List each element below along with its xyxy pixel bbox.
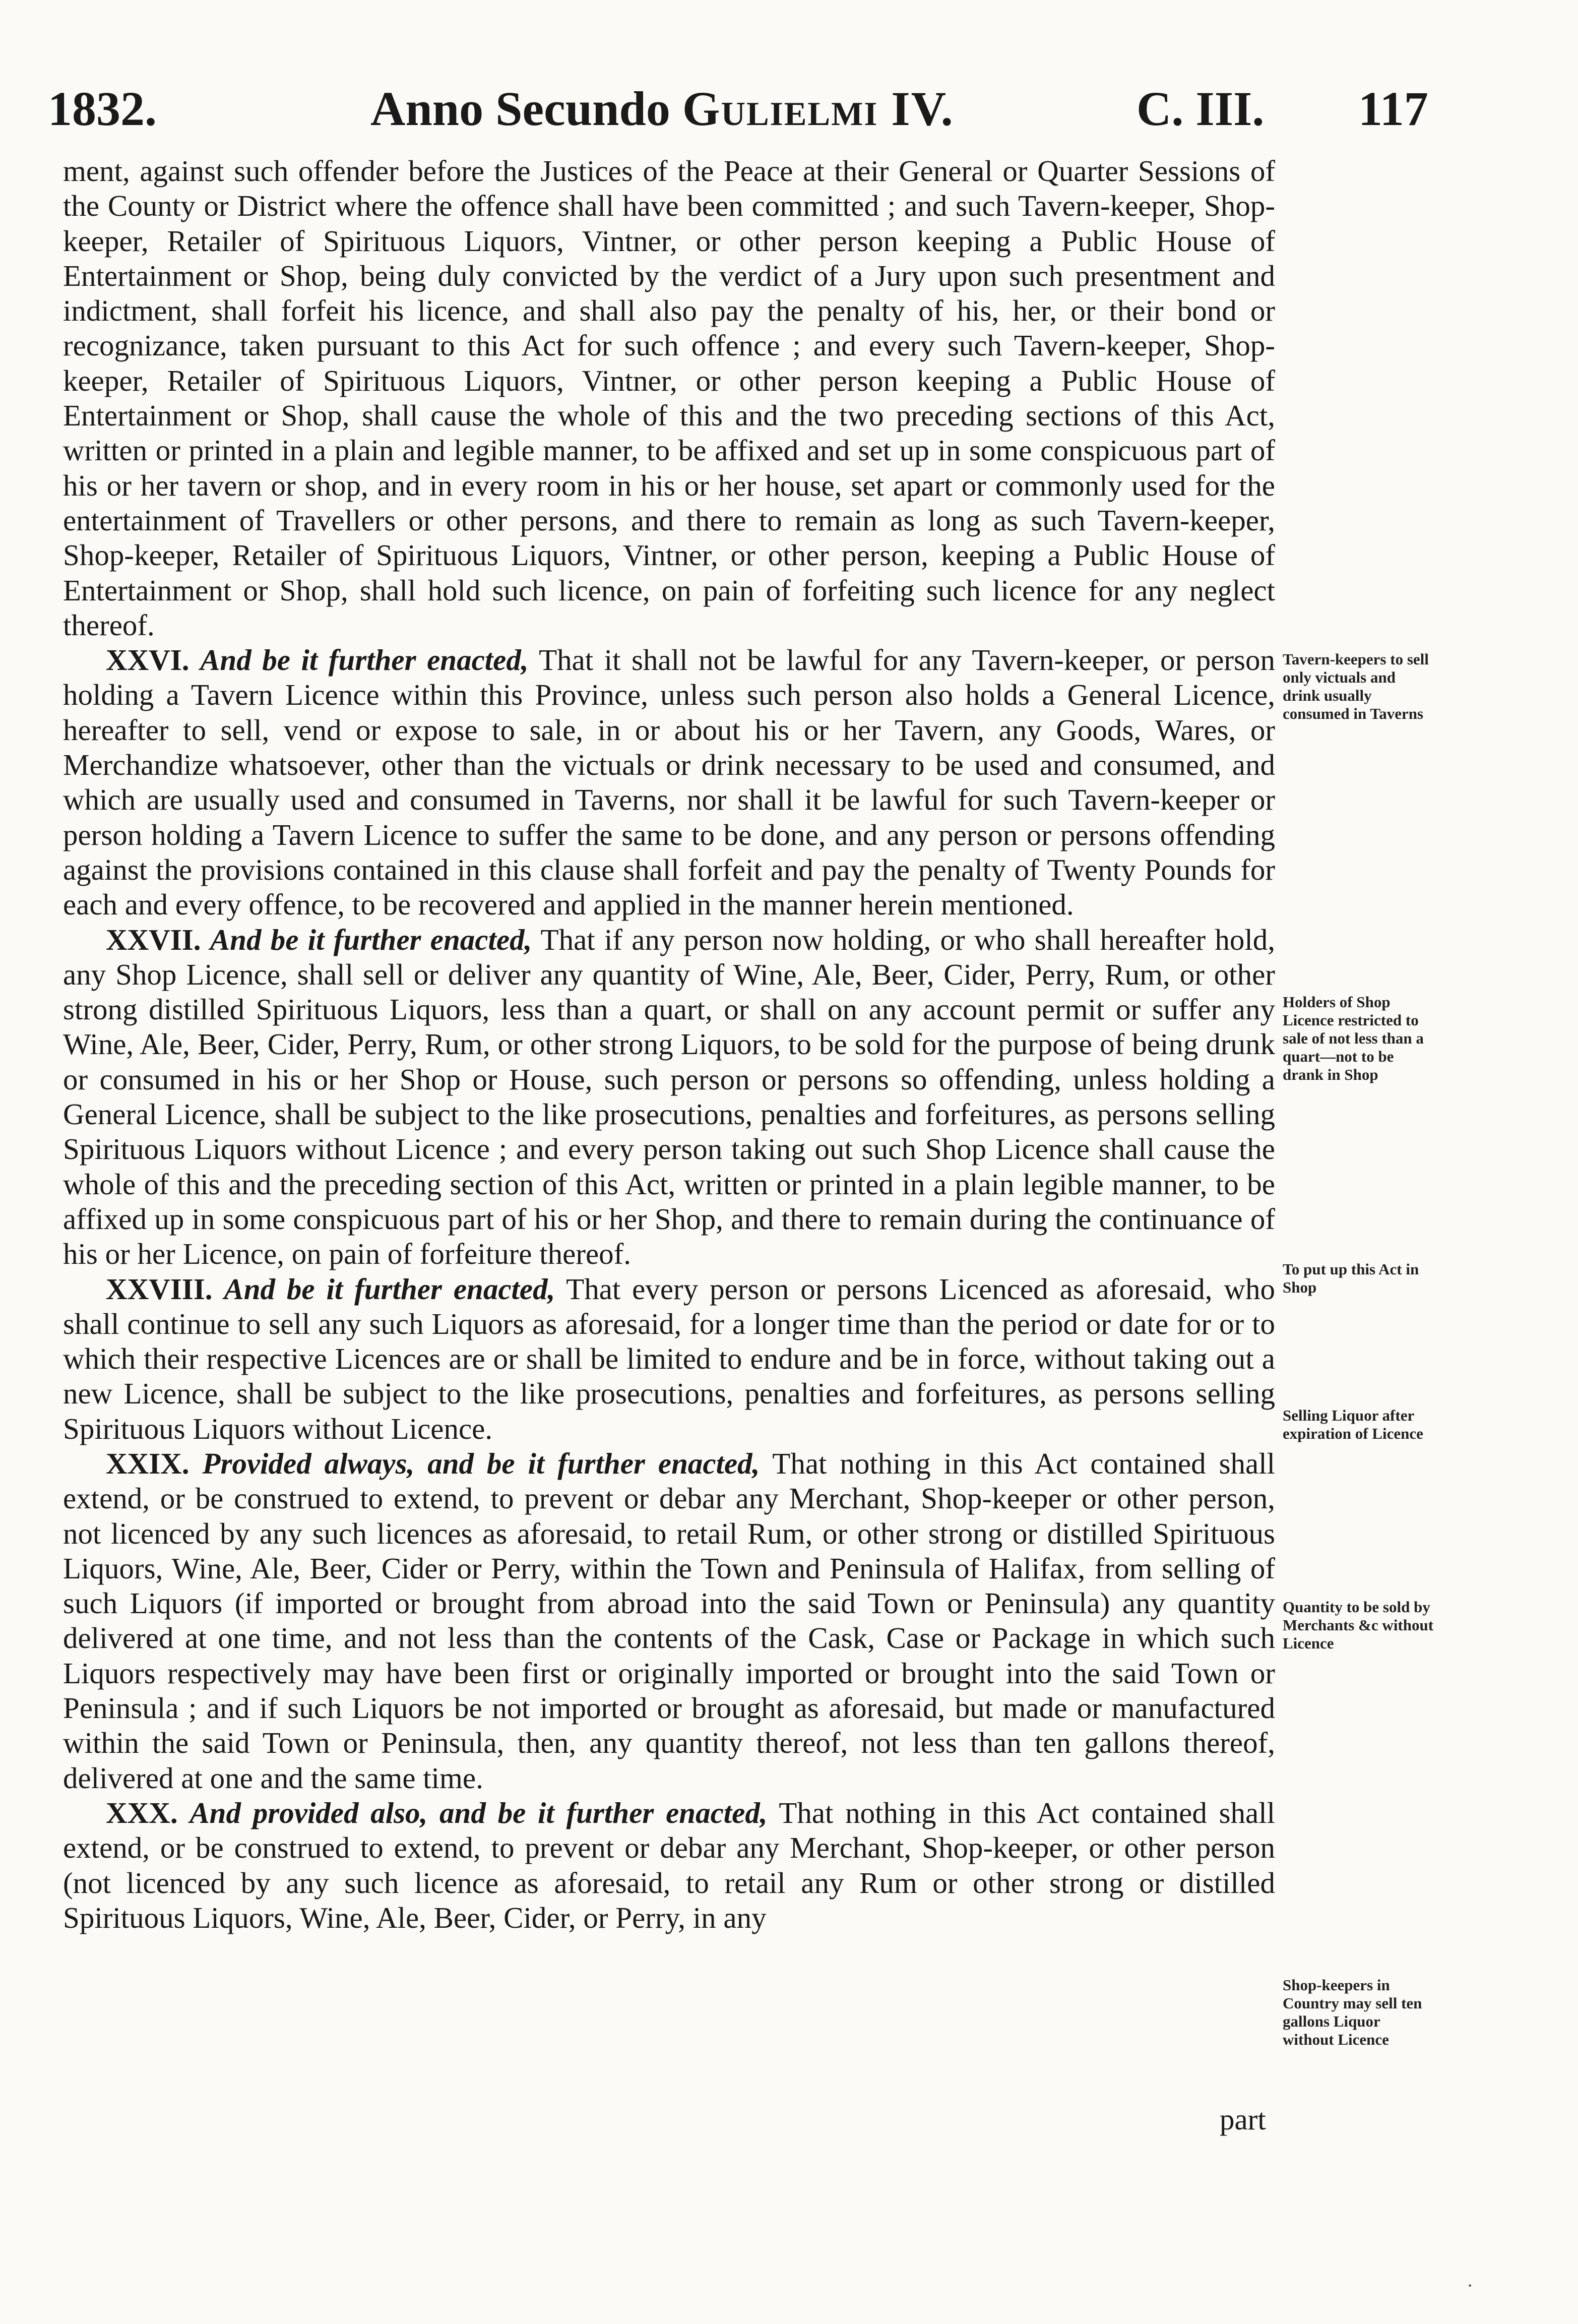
- section-intro: And provided also, and be it further enacted,: [190, 1796, 768, 1829]
- section-xxvi: [63, 643, 1275, 922]
- section-number: XXX.: [106, 1796, 178, 1829]
- margin-note-merchants: Quantity to be sold by Merchants &c without Licence: [1283, 1598, 1434, 1652]
- header-year: 1832.: [48, 82, 157, 136]
- scan-artifact-mark: ·: [1467, 2274, 1474, 2297]
- section-text: That nothing in this Act contained shall extend, or be construed to extend, to prevent or debar any Merchant, Shop-keeper, or other person (not licenced by any such licence as aforesaid, to retail any Rum or other strong or distilled Spirituous Liquors, Wine, Ale, Beer, Cider, or Perry, in any: [63, 1796, 1276, 1934]
- continuation-paragraph: ment, against such offender before the Justices of the Peace at their General or Quarter Sessions of the County or District where the offence shall have been committed ; and such Tavern-keeper, Shop-keeper, Retailer of Spirituous Liquors, Vintner, or other person keeping a Public House of Entertainment or Shop, being duly convicted by the verdict of a Jury upon such presentment and indictment, shall forfeit his licence, and shall also pay the penalty of his, her, or their bond or recognizance, taken pursuant to this Act for such offence ; and every such Tavern-keeper, Shop-keeper, Retailer of Spirituous Liquors, Vintner, or other person keeping a Public House of Entertainment or Shop, shall cause the whole of this and the two preceding sections of this Act, written or printed in a plain and legible manner, to be affixed and set up in some conspicuous part of his or her tavern or shop, and in every room in his or her house, set apart or commonly used for the entertainment of Travellers or other persons, and there to remain as long as such Tavern-keeper, Shop-keeper, Retailer of Spirituous Liquors, Vintner, or other person, keeping a Public House of Entertainment or Shop, shall hold such licence, on pain of forfeiting such licence for any neglect thereof.: [63, 154, 1275, 642]
- section-intro: And be it further enacted,: [224, 1272, 555, 1306]
- section-xxviii: [63, 1272, 1275, 1446]
- header-title-anno: Anno Secundo: [370, 82, 670, 136]
- section-number: XXVIII.: [106, 1272, 213, 1306]
- body-text: [63, 154, 1275, 1935]
- section-text: That every person or persons Licenced as aforesaid, who shall continue to sell any such Liquors as aforesaid, for a longer time than the period or date for or to which their respective Licences are or shall be limited to endure and be in force, without taking out a new Licence, shall be subject to the like prosecutions, penalties and forfeitures, as persons selling Spirituous Liquors without Licence.: [63, 1272, 1276, 1445]
- header-title-king: Gulielmi IV.: [682, 82, 954, 136]
- catchword: part: [1220, 2103, 1266, 2136]
- section-text: That nothing in this Act contained shall extend, or be construed to extend, to prevent or debar any Merchant, Shop-keeper or other person, not licenced by any such licences as aforesaid, to retail Rum, or other strong or distilled Spirituous Liquors, Wine, Ale, Beer, Cider or Perry, within the Town and Peninsula of Halifax, from selling of such Liquors (if imported or brought from abroad into the said Town or Peninsula) any quantity delivered at one time, and not less than the contents of the Cask, Case or Package in which such Liquors respectively may have been first or originally imported or brought into the said Town or Peninsula ; and if such Liquors be not imported or brought as aforesaid, but made or manufactured within the said Town or Peninsula, then, any quantity thereof, not less than ten gallons thereof, delivered at one and the same time.: [63, 1446, 1276, 1795]
- section-text: That if any person now holding, or who shall hereafter hold, any Shop Licence, shall sell or deliver any quantity of Wine, Ale, Beer, Cider, Perry, Rum, or other strong distilled Spirituous Liquors, less than a quart, or shall on any account permit or suffer any Wine, Ale, Beer, Cider, Perry, Rum, or other strong Liquors, to be sold for the purpose of being drunk or consumed in his or her Shop or House, such person or persons so offending, unless holding a General Licence, shall be subject to the like prosecutions, penalties and forfeitures, as persons selling Spirituous Liquors without Licence ; and every person taking out such Shop Licence shall cause the whole of this and the preceding section of this Act, written or printed in a plain legible manner, to be affixed up in some conspicuous part of his or her Shop, and there to remain during the continuance of his or her Licence, on pain of forfeiture thereof.: [63, 923, 1276, 1271]
- section-xxx: [63, 1796, 1275, 1935]
- section-xxvii: [63, 923, 1275, 1272]
- section-number: XXIX.: [106, 1446, 190, 1480]
- section-text: That it shall not be lawful for any Tavern-keeper, or person holding a Tavern Licence within this Province, unless such person also holds a General Licence, hereafter to sell, vend or expose to sale, in or about his or her Tavern, any Goods, Wares, or Merchandize whatsoever, other than the victuals or drink necessary to be used and consumed, and which are usually used and consumed in Taverns, nor shall it be lawful for such Tavern-keeper or person holding a Tavern Licence to suffer the same to be done, and any person or persons offending against the provisions contained in this clause shall forfeit and pay the penalty of Twenty Pounds for each and every offence, to be recovered and applied in the manner herein mentioned.: [63, 643, 1276, 922]
- margin-note-country-shopkeepers: Shop-keepers in Country may sell ten gallons Liquor without Licence: [1283, 1976, 1422, 2048]
- section-intro: And be it further enacted,: [210, 923, 532, 956]
- section-intro: And be it further enacted,: [200, 643, 529, 677]
- margin-note-expired-licence: Selling Liquor after expiration of Licence: [1283, 1406, 1423, 1442]
- margin-note-shop-licence: Holders of Shop Licence restricted to sale of not less than a quart—not to be drank in Shop: [1283, 993, 1424, 1083]
- margin-note-tavern-keepers: Tavern-keepers to sell only victuals and drink usually consumed in Taverns: [1283, 650, 1429, 722]
- margin-note-put-up-act: To put up this Act in Shop: [1283, 1260, 1419, 1296]
- running-header: [48, 81, 1429, 146]
- page-number: 117: [1358, 82, 1428, 136]
- header-chapter: C. III.: [1137, 82, 1265, 136]
- section-intro: Provided always, and be it further enacted,: [202, 1446, 760, 1480]
- section-number: XXVII.: [106, 923, 201, 956]
- header-title: [370, 81, 954, 137]
- section-number: XXVI.: [106, 643, 190, 677]
- section-xxix: [63, 1446, 1275, 1796]
